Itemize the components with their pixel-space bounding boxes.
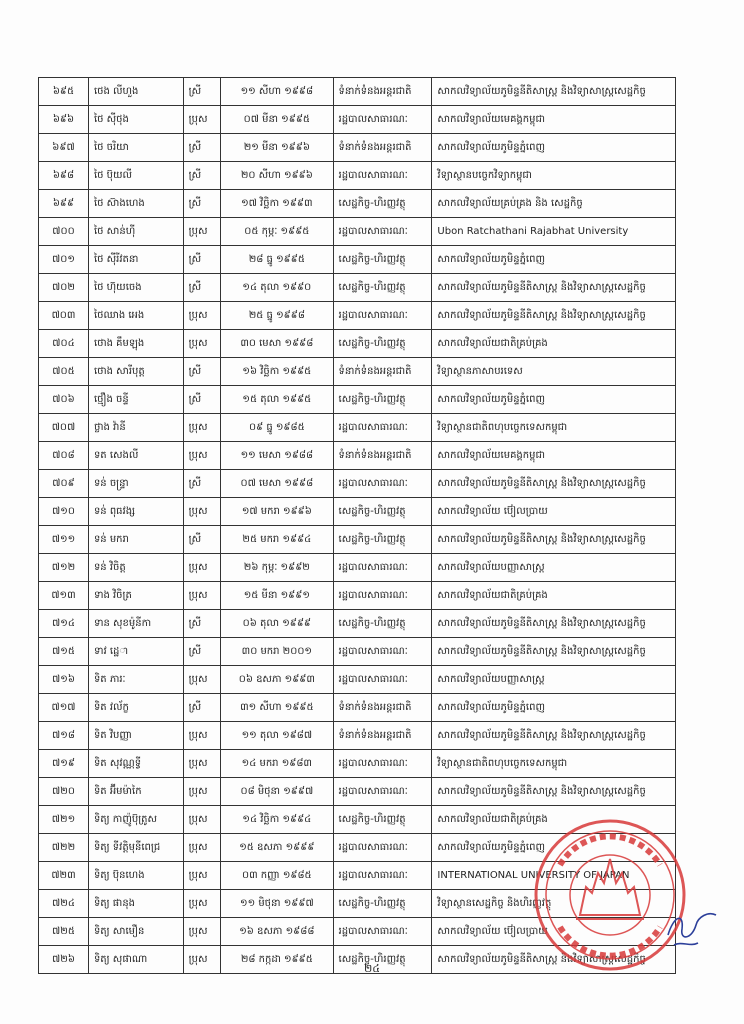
candidate-dob: ១១ មេសា ១៩៨៨ [221, 442, 333, 470]
row-number: ៧២០ [39, 778, 89, 806]
row-number: ៧០៦ [39, 386, 89, 414]
candidate-school: សាកលវិទ្យាល័យជាតិគ្រប់គ្រង [432, 582, 676, 610]
candidate-major: សេដ្ឋកិច្ច-ហិរញ្ញវត្ថុ [333, 610, 432, 638]
candidate-school: សាកលវិទ្យាល័យភូមិន្ទនីតិសាស្ត្រ និងវិទ្យាសាស្ត្រសេដ្ឋកិច្ច [432, 470, 676, 498]
candidate-dob: ២០ សីហា ១៩៩៦ [221, 162, 333, 190]
candidate-school: សាកលវិទ្យាល័យភូមិន្ទនីតិសាស្ត្រ និងវិទ្យាសាស្ត្រសេដ្ឋកិច្ច [432, 302, 676, 330]
row-number: ៧០១ [39, 246, 89, 274]
candidate-name: ទន់ ពុធវង្ស [88, 498, 183, 526]
candidate-sex: ប្រុស [183, 666, 220, 694]
candidate-name: ទិត ភារៈ [88, 666, 183, 694]
candidate-school: វិទ្យាស្ថានជាតិពហុបច្ចេកទេសកម្ពុជា [432, 414, 676, 442]
row-number: ៦៩៨ [39, 162, 89, 190]
row-number: ៧១៧ [39, 694, 89, 722]
candidate-school: Ubon Ratchathani Rajabhat University [432, 218, 676, 246]
candidate-sex: ស្រី [183, 610, 220, 638]
candidate-school: វិទ្យាស្ថានសេដ្ឋកិច្ច និងហិរញ្ញវត្ថុ [432, 890, 676, 918]
candidate-school: សាកលវិទ្យាល័យបញ្ញាសាស្ត្រ [432, 554, 676, 582]
candidate-name: ថ្មឿង ចន្ទី [88, 386, 183, 414]
candidate-sex: ស្រី [183, 386, 220, 414]
candidate-dob: ១៥ តុលា ១៩៩៥ [221, 386, 333, 414]
official-seal-icon [530, 815, 690, 975]
table-row [39, 134, 676, 162]
candidate-school: សាកលវិទ្យាល័យភូមិន្ទភ្នំពេញ [432, 386, 676, 414]
table-row [39, 190, 676, 218]
candidate-dob: ០៨ មិថុនា ១៩៩៧ [221, 778, 333, 806]
candidate-dob: ១៥ មីនា ១៩៩១ [221, 582, 333, 610]
row-number: ៧១៦ [39, 666, 89, 694]
candidate-major: សេដ្ឋកិច្ច-ហិរញ្ញវត្ថុ [333, 946, 432, 974]
candidate-dob: ១៧ វិច្ឆិកា ១៩៩៣ [221, 190, 333, 218]
candidate-sex: ស្រី [183, 694, 220, 722]
row-number: ៧០៣ [39, 302, 89, 330]
candidate-major: សេដ្ឋកិច្ច-ហិរញ្ញវត្ថុ [333, 498, 432, 526]
candidate-major: សេដ្ឋកិច្ច-ហិរញ្ញវត្ថុ [333, 526, 432, 554]
candidate-sex: ស្រី [183, 274, 220, 302]
candidate-major: រដ្ឋបាលសាធារណៈ [333, 554, 432, 582]
table-row [39, 722, 676, 750]
candidate-sex: ប្រុស [183, 918, 220, 946]
table-row [39, 246, 676, 274]
candidate-dob: ១៦ វិច្ឆិកា ១៩៩៥ [221, 358, 333, 386]
candidate-name: ទិត្យ សុផាណា [88, 946, 183, 974]
candidate-sex: ប្រុស [183, 862, 220, 890]
table-row [39, 582, 676, 610]
candidate-major: រដ្ឋបាលសាធារណៈ [333, 218, 432, 246]
row-number: ៧២១ [39, 806, 89, 834]
candidate-major: សេដ្ឋកិច្ច-ហិរញ្ញវត្ថុ [333, 190, 432, 218]
candidate-sex: ស្រី [183, 190, 220, 218]
candidate-major: រដ្ឋបាលសាធារណៈ [333, 834, 432, 862]
candidate-major: សេដ្ឋកិច្ច-ហិរញ្ញវត្ថុ [333, 274, 432, 302]
table-row [39, 330, 676, 358]
candidate-sex: ស្រី [183, 246, 220, 274]
candidate-name: ទត សេងលី [88, 442, 183, 470]
candidate-school: សាកលវិទ្យាល័យជាតិគ្រប់គ្រង [432, 330, 676, 358]
candidate-dob: ០៦ ឧសភា ១៩៩៣ [221, 666, 333, 694]
table-row [39, 526, 676, 554]
candidate-sex: ប្រុស [183, 442, 220, 470]
candidate-name: ថោង សារីបុត្ត [88, 358, 183, 386]
candidate-dob: ២៨ ធ្នូ ១៩៩៥ [221, 246, 333, 274]
candidate-dob: ០៦ តុលា ១៩៩៩ [221, 610, 333, 638]
row-number: ៧២៤ [39, 890, 89, 918]
candidate-dob: ១៧ មករា ១៩៩៦ [221, 498, 333, 526]
candidate-name: ទន់ ចន្រ្ទា [88, 470, 183, 498]
table-row [39, 470, 676, 498]
candidate-school: សាកលវិទ្យាល័យជាតិគ្រប់គ្រង [432, 806, 676, 834]
candidate-name: ថៃ ប៊ុយលី [88, 162, 183, 190]
table-row [39, 106, 676, 134]
candidate-school: សាកលវិទ្យាល័យភូមិន្ទនីតិសាស្ត្រ និងវិទ្យាសាស្ត្រសេដ្ឋកិច្ច [432, 946, 676, 974]
candidate-name: ទិត្យ ប៊ុនហេង [88, 862, 183, 890]
candidate-sex: ប្រុស [183, 498, 220, 526]
candidate-dob: ០៧ មេសា ១៩៩៨ [221, 470, 333, 498]
candidate-name: ថៃ ស៊ីរីវតនា [88, 246, 183, 274]
candidate-dob: ១៤ តុលា ១៩៩០ [221, 274, 333, 302]
row-number: ៧១០ [39, 498, 89, 526]
candidate-dob: ១៤ មករា ១៩៨៣ [221, 750, 333, 778]
signature-icon [664, 905, 720, 951]
candidate-name: ថេង លីហួង [88, 78, 183, 106]
candidate-name: ថៃ សាន់ហ៊ី [88, 218, 183, 246]
candidate-name: ថៃ ចរិយា [88, 134, 183, 162]
candidate-school: សាកលវិទ្យាល័យបញ្ញាសាស្ត្រ [432, 666, 676, 694]
row-number: ៧០៩ [39, 470, 89, 498]
table-row [39, 498, 676, 526]
row-number: ៦៩៦ [39, 106, 89, 134]
candidate-sex: ស្រី [183, 638, 220, 666]
candidate-name: ទន់ វិចិត្ត [88, 554, 183, 582]
candidate-dob: ៣១ សីហា ១៩៩៥ [221, 694, 333, 722]
candidate-sex: ប្រុស [183, 806, 220, 834]
candidate-name: ទិត សុវណ្ណទ្វី [88, 750, 183, 778]
table-row [39, 358, 676, 386]
table-row [39, 610, 676, 638]
candidate-sex: ប្រុស [183, 834, 220, 862]
candidate-major: រដ្ឋបាលសាធារណៈ [333, 582, 432, 610]
row-number: ៧១២ [39, 554, 89, 582]
candidate-major: ទំនាក់ទំនងអន្តរជាតិ [333, 694, 432, 722]
table-row [39, 162, 676, 190]
candidate-major: សេដ្ឋកិច្ច-ហិរញ្ញវត្ថុ [333, 246, 432, 274]
candidate-name: ថៃ ហ៊ុយចេង [88, 274, 183, 302]
table-row [39, 638, 676, 666]
candidate-major: រដ្ឋបាលសាធារណៈ [333, 638, 432, 666]
candidate-dob: ១១ សីហា ១៩៩៨ [221, 78, 333, 106]
candidate-name: ទិត អ៊ីមម៉ាកៃ [88, 778, 183, 806]
candidate-name: ថ្លាង វ៉ានី [88, 414, 183, 442]
candidate-name: ទាង វិចិត្រ [88, 582, 183, 610]
candidate-name: ទាវ ដេ្ឋា [88, 638, 183, 666]
candidate-major: ទំនាក់ទំនងអន្តរជាតិ [333, 722, 432, 750]
candidate-sex: ប្រុស [183, 414, 220, 442]
row-number: ៧២៥ [39, 918, 89, 946]
row-number: ៧០៥ [39, 358, 89, 386]
candidate-sex: ប្រុស [183, 106, 220, 134]
candidate-major: សេដ្ឋកិច្ច-ហិរញ្ញវត្ថុ [333, 386, 432, 414]
candidate-dob: ២៥ មករា ១៩៩៤ [221, 526, 333, 554]
table-row [39, 386, 676, 414]
candidate-major: រដ្ឋបាលសាធារណៈ [333, 470, 432, 498]
candidate-major: រដ្ឋបាលសាធារណៈ [333, 414, 432, 442]
table-row [39, 694, 676, 722]
candidate-major: រដ្ឋបាលសាធារណៈ [333, 666, 432, 694]
candidate-name: ទិត វិបញ្ញា [88, 722, 183, 750]
candidate-sex: ប្រុស [183, 330, 220, 358]
candidate-dob: ១៤ វិច្ឆិកា ១៩៩៤ [221, 806, 333, 834]
table-row [39, 750, 676, 778]
candidate-major: ទំនាក់ទំនងអន្តរជាតិ [333, 358, 432, 386]
candidate-major: រដ្ឋបាលសាធារណៈ [333, 862, 432, 890]
row-number: ៧២២ [39, 834, 89, 862]
candidate-sex: ប្រុស [183, 750, 220, 778]
candidate-name: ទន់ មករា [88, 526, 183, 554]
candidate-name: ទិត្យ ទីវត្តិមុនីពេជ្រ [88, 834, 183, 862]
candidate-sex: ស្រី [183, 78, 220, 106]
candidate-name: ទិត្យ សាមឿន [88, 918, 183, 946]
row-number: ៧០៨ [39, 442, 89, 470]
row-number: ៧១៨ [39, 722, 89, 750]
row-number: ៧០៤ [39, 330, 89, 358]
candidate-sex: ប្រុស [183, 554, 220, 582]
table-row [39, 218, 676, 246]
candidate-dob: ១៥ ឧសភា ១៩៩៩ [221, 834, 333, 862]
table-row [39, 302, 676, 330]
candidate-major: រដ្ឋបាលសាធារណៈ [333, 162, 432, 190]
table-row [39, 274, 676, 302]
row-number: ៧១៩ [39, 750, 89, 778]
candidate-school: វិទ្យាស្ថានបច្ចេកវិទ្យាកម្ពុជា [432, 162, 676, 190]
candidate-school: INTERNATIONAL UNIVERSITY OF JAPAN [432, 862, 676, 890]
candidate-school: សាកលវិទ្យាល័យភូមិន្ទភ្នំពេញ [432, 134, 676, 162]
row-number: ៧០០ [39, 218, 89, 246]
candidate-major: រដ្ឋបាលសាធារណៈ [333, 302, 432, 330]
candidate-dob: ១១ មិថុនា ១៩៩៧ [221, 890, 333, 918]
row-number: ៧២៣ [39, 862, 89, 890]
candidate-sex: ប្រុស [183, 302, 220, 330]
page-number: ២៤ [363, 962, 381, 975]
candidate-sex: ស្រី [183, 358, 220, 386]
table-row [39, 666, 676, 694]
table-row [39, 414, 676, 442]
candidate-sex: ប្រុស [183, 778, 220, 806]
table-row [39, 778, 676, 806]
candidate-school: សាកលវិទ្យាល័យគ្រប់គ្រង និង សេដ្ឋកិច្ច [432, 190, 676, 218]
candidate-school: សាកលវិទ្យាល័យភូមិន្ទភ្នំពេញ [432, 694, 676, 722]
candidate-name: ទិត្យ កាញ៉ូប៊ុត្រូស [88, 806, 183, 834]
candidate-major: រដ្ឋបាលសាធារណៈ [333, 778, 432, 806]
candidate-dob: ២១ មីនា ១៩៩៦ [221, 134, 333, 162]
candidate-dob: ០៣ កញ្ញា ១៩៨៥ [221, 862, 333, 890]
table-row [39, 442, 676, 470]
candidate-name: ថៃ ស៊ាងហេង [88, 190, 183, 218]
candidate-school: សាកលវិទ្យាល័យ ប៊ៀលប្រាយ [432, 918, 676, 946]
row-number: ៦៩៥ [39, 78, 89, 106]
candidate-sex: ប្រុស [183, 722, 220, 750]
candidate-school: សាកលវិទ្យាល័យភូមិន្ទនីតិសាស្ត្រ និងវិទ្យាសាស្ត្រសេដ្ឋកិច្ច [432, 274, 676, 302]
candidate-school: សាកលវិទ្យាល័យមេគង្គកម្ពុជា [432, 106, 676, 134]
table-row [39, 554, 676, 582]
candidate-sex: ស្រី [183, 526, 220, 554]
candidate-name: ថៃឈាង អេង [88, 302, 183, 330]
candidate-sex: ស្រី [183, 134, 220, 162]
row-number: ៦៩៩ [39, 190, 89, 218]
row-number: ៧១៣ [39, 582, 89, 610]
candidate-major: រដ្ឋបាលសាធារណៈ [333, 918, 432, 946]
candidate-sex: ប្រុស [183, 218, 220, 246]
row-number: ៧១៤ [39, 610, 89, 638]
row-number: ៧០២ [39, 274, 89, 302]
candidate-major: ទំនាក់ទំនងអន្តរជាតិ [333, 78, 432, 106]
candidate-school: វិទ្យាស្ថានជាតិពហុបច្ចេកទេសកម្ពុជា [432, 750, 676, 778]
candidate-name: ទិត្យ ផានុង [88, 890, 183, 918]
candidate-name: ទិត វល័ក្ខ [88, 694, 183, 722]
candidate-major: សេដ្ឋកិច្ច-ហិរញ្ញវត្ថុ [333, 890, 432, 918]
candidate-dob: ៣០ មេសា ១៩៩៨ [221, 330, 333, 358]
candidate-school: សាកលវិទ្យាល័យភូមិន្ទភ្នំពេញ [432, 246, 676, 274]
row-number: ៧២៦ [39, 946, 89, 974]
candidate-dob: ១១ តុលា ១៩៨៧ [221, 722, 333, 750]
candidate-name: ទាន សុខម៉ូនីកា [88, 610, 183, 638]
row-number: ៦៩៧ [39, 134, 89, 162]
candidate-dob: ១៦ ឧសភា ១៩៨៨ [221, 918, 333, 946]
candidate-dob: ០៧ មីនា ១៩៩៥ [221, 106, 333, 134]
row-number: ៧១៥ [39, 638, 89, 666]
candidate-school: សាកលវិទ្យាល័យភូមិន្ទនីតិសាស្ត្រ និងវិទ្យាសាស្ត្រសេដ្ឋកិច្ច [432, 78, 676, 106]
candidate-school: វិទ្យាស្ថានភាសាបរទេស [432, 358, 676, 386]
candidate-school: សាកលវិទ្យាល័យភូមិន្ទនីតិសាស្ត្រ និងវិទ្យាសាស្ត្រសេដ្ឋកិច្ច [432, 778, 676, 806]
candidate-school: សាកលវិទ្យាល័យភូមិន្ទនីតិសាស្ត្រ និងវិទ្យាសាស្ត្រសេដ្ឋកិច្ច [432, 526, 676, 554]
candidate-sex: ប្រុស [183, 582, 220, 610]
candidate-dob: ៣០ មករា ២០០១ [221, 638, 333, 666]
candidate-school: សាកលវិទ្យាល័យមេគង្គកម្ពុជា [432, 442, 676, 470]
candidate-school: សាកលវិទ្យាល័យភូមិន្ទភ្នំពេញ [432, 834, 676, 862]
candidate-major: រដ្ឋបាលសាធារណៈ [333, 750, 432, 778]
candidate-school: សាកលវិទ្យាល័យភូមិន្ទនីតិសាស្ត្រ និងវិទ្យាសាស្ត្រសេដ្ឋកិច្ច [432, 638, 676, 666]
candidate-major: ទំនាក់ទំនងអន្តរជាតិ [333, 134, 432, 162]
candidate-dob: ០៥ កុម្ភៈ ១៩៩៥ [221, 218, 333, 246]
candidate-major: ទំនាក់ទំនងអន្តរជាតិ [333, 442, 432, 470]
candidate-sex: ស្រី [183, 162, 220, 190]
candidate-school: សាកលវិទ្យាល័យភូមិន្ទនីតិសាស្ត្រ និងវិទ្យាសាស្ត្រសេដ្ឋកិច្ច [432, 610, 676, 638]
candidate-dob: ២៥ ធ្នូ ១៩៩៨ [221, 302, 333, 330]
table-row [39, 78, 676, 106]
candidate-dob: ២៨ កក្កដា ១៩៩៥ [221, 946, 333, 974]
candidate-sex: ប្រុស [183, 946, 220, 974]
candidate-sex: ស្រី [183, 470, 220, 498]
row-number: ៧១១ [39, 526, 89, 554]
candidate-dob: ០៩ ធ្នូ ១៩៨៥ [221, 414, 333, 442]
candidate-major: សេដ្ឋកិច្ច-ហិរញ្ញវត្ថុ [333, 330, 432, 358]
candidate-name: ថៃ ស៊ីថុង [88, 106, 183, 134]
candidate-school: សាកលវិទ្យាល័យ ប៊ៀលប្រាយ [432, 498, 676, 526]
row-number: ៧០៧ [39, 414, 89, 442]
candidate-name: ថោង គឹមឡុង [88, 330, 183, 358]
candidate-major: រដ្ឋបាលសាធារណៈ [333, 106, 432, 134]
candidate-sex: ប្រុស [183, 890, 220, 918]
candidate-school: សាកលវិទ្យាល័យភូមិន្ទនីតិសាស្ត្រ និងវិទ្យាសាស្ត្រសេដ្ឋកិច្ច [432, 722, 676, 750]
candidate-dob: ២៦ កុម្ភៈ ១៩៩២ [221, 554, 333, 582]
candidate-major: សេដ្ឋកិច្ច-ហិរញ្ញវត្ថុ [333, 806, 432, 834]
